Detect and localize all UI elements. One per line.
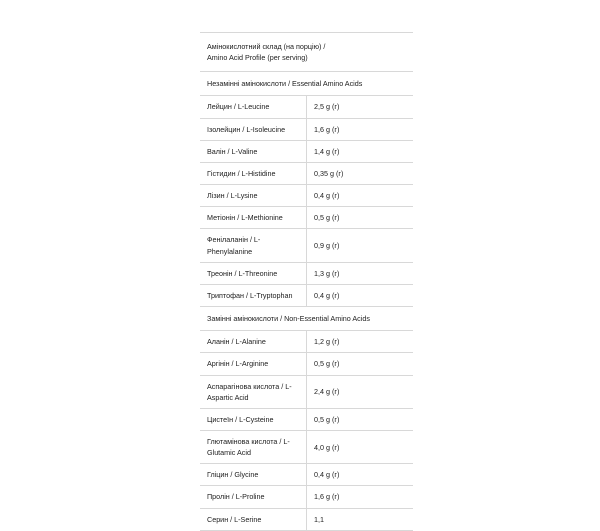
amino-name: Аспарагінова кислота / L-Aspartic Acid [200, 375, 307, 408]
table-row [200, 331, 413, 353]
amino-name: Аланін / L-Alanine [200, 331, 307, 353]
section-heading-essential: Незамінні амінокислоти / Essential Amino Acids [200, 72, 413, 96]
amino-name: Лейцин / L-Leucine [200, 96, 307, 118]
amino-value: 1,3 g (г) [307, 262, 414, 284]
table-row [200, 408, 413, 430]
table-row [200, 486, 413, 508]
table-row [200, 229, 413, 262]
amino-name: Валін / L-Valine [200, 140, 307, 162]
amino-value: 1,1 [307, 508, 414, 530]
section-heading-non-essential: Замінні амінокислоти / Non-Essential Amino Acids [200, 307, 413, 331]
amino-value: 0,5 g (г) [307, 353, 414, 375]
amino-value: 0,9 g (г) [307, 229, 414, 262]
table-row [200, 140, 413, 162]
amino-name: Глютамінова кислота / L-Glutamic Acid [200, 430, 307, 463]
amino-value: 0,4 g (г) [307, 284, 414, 306]
amino-value: 1,2 g (г) [307, 331, 414, 353]
amino-value: 0,4 g (г) [307, 185, 414, 207]
table-row [200, 353, 413, 375]
amino-name: Лізин / L-Lysine [200, 185, 307, 207]
table-row [200, 185, 413, 207]
table-title-line-2: Amino Acid Profile (per serving) [207, 53, 308, 63]
amino-value: 1,4 g (г) [307, 140, 414, 162]
table-title-row [200, 33, 413, 72]
amino-name: Фенілаланін / L-Phenylalanine [200, 229, 307, 262]
table-row [200, 118, 413, 140]
section-heading-row-non-essential [200, 307, 413, 331]
amino-name: Ізолейцин / L-Isoleucine [200, 118, 307, 140]
amino-value: 2,5 g (г) [307, 96, 414, 118]
amino-name: Серин / L-Serine [200, 508, 307, 530]
table-row [200, 464, 413, 486]
amino-value: 0,5 g (г) [307, 207, 414, 229]
amino-value: 4,0 g (г) [307, 430, 414, 463]
amino-value: 1,6 g (г) [307, 118, 414, 140]
table-row [200, 508, 413, 530]
table-title-line-1: Амінокислотний склад (на порцію) / [207, 42, 326, 51]
amino-name: Метіонін / L-Methionine [200, 207, 307, 229]
amino-name: Пролін / L-Proline [200, 486, 307, 508]
amino-name: Гліцин / Glycine [200, 464, 307, 486]
section-heading-row-essential [200, 72, 413, 96]
amino-acid-table [200, 32, 413, 531]
table-row [200, 375, 413, 408]
amino-name: Триптофан / L-Tryptophan [200, 284, 307, 306]
amino-acid-table-body [200, 33, 413, 531]
amino-name: Цистеїн / L-Cysteine [200, 408, 307, 430]
table-row [200, 96, 413, 118]
amino-value: 0,5 g (г) [307, 408, 414, 430]
table-row [200, 284, 413, 306]
amino-value: 1,6 g (г) [307, 486, 414, 508]
amino-name: Треонін / L-Threonine [200, 262, 307, 284]
table-row [200, 162, 413, 184]
table-title-cell [200, 33, 413, 72]
table-row [200, 207, 413, 229]
table-row [200, 262, 413, 284]
amino-value: 0,35 g (г) [307, 162, 414, 184]
amino-name: Гістидин / L-Histidine [200, 162, 307, 184]
amino-name: Аргінін / L-Arginine [200, 353, 307, 375]
amino-value: 0,4 g (г) [307, 464, 414, 486]
table-row [200, 430, 413, 463]
amino-value: 2,4 g (г) [307, 375, 414, 408]
amino-acid-table-wrapper [200, 32, 400, 531]
